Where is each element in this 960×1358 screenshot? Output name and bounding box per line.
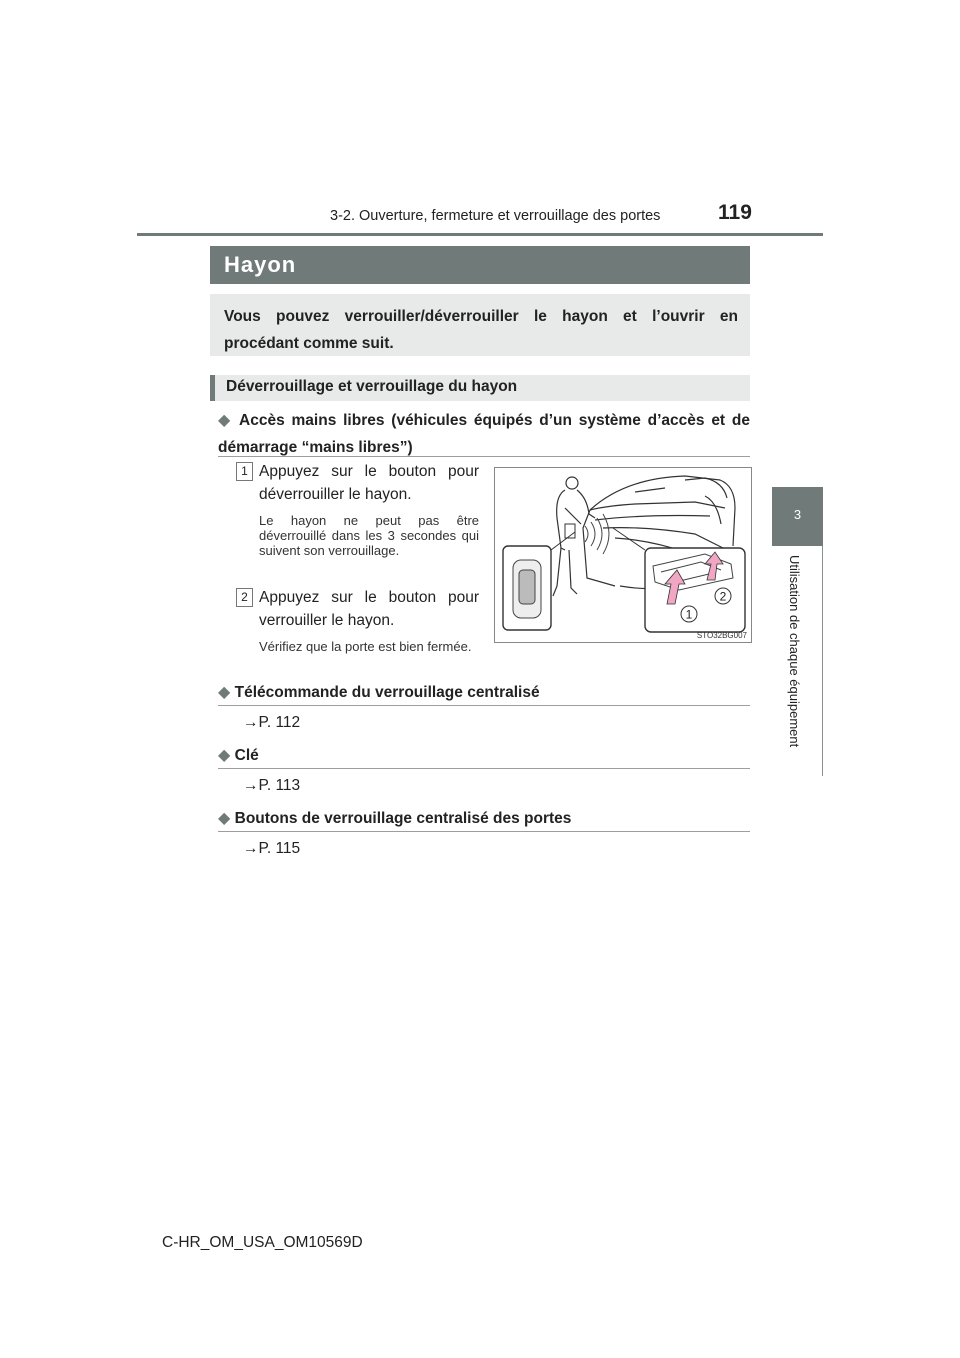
page-number: 119 [718, 201, 752, 224]
diamond-icon: ◆ [218, 747, 231, 764]
subheading-remote [218, 682, 540, 702]
arrow-icon: → [243, 777, 259, 794]
callout-2: 2 [719, 589, 727, 604]
subheading-text: Clé [234, 747, 259, 764]
intro-text: Vous pouvez verrouiller/déverrouiller le hayon et l’ouvrir en procédant comme suit. [224, 308, 738, 352]
page-reference-link[interactable]: P. 112 [258, 714, 301, 731]
page-reference [243, 840, 300, 858]
diamond-icon: ◆ [218, 412, 233, 429]
subheading-rule [218, 705, 750, 706]
subheading-smart-access [218, 407, 750, 461]
figure-code: STO32BG007 [696, 631, 747, 640]
page-title-bar [210, 246, 750, 284]
chapter-tab [772, 487, 823, 546]
subheading-text: Télécommande du verrouillage centralisé [234, 684, 540, 701]
chapter-number: 3 [793, 507, 802, 522]
section-heading-bar [210, 375, 750, 401]
document-code: C-HR_OM_USA_OM10569D [162, 1234, 363, 1251]
page-title: Hayon [224, 252, 297, 277]
page-reference-link[interactable]: P. 115 [258, 840, 301, 857]
intro-box [210, 294, 750, 356]
page-reference [243, 777, 300, 795]
tailgate-illustration-svg [495, 468, 751, 642]
subheading-rule [218, 768, 750, 769]
subheading-key [218, 745, 259, 765]
chapter-rail [822, 546, 823, 776]
step-note: Vérifiez que la porte est bien fermée. [259, 639, 472, 654]
arrow-icon: → [243, 840, 259, 857]
diamond-icon: ◆ [218, 684, 231, 701]
step-text: Appuyez sur le bouton pour déverrouiller le hayon. [259, 463, 479, 503]
page-reference [243, 714, 300, 732]
header-rule [137, 233, 823, 236]
step-note: Le hayon ne peut pas être déverrouillé dans les 3 secondes qui suivent son verrouillage. [259, 513, 479, 558]
diamond-icon: ◆ [218, 810, 231, 827]
section-heading: Déverrouillage et verrouillage du hayon [226, 378, 518, 395]
subheading-text: Accès mains libres (véhicules équipés d’un système d’accès et de démarrage “mains libres”) [218, 412, 750, 456]
subheading-text: Boutons de verrouillage centralisé des portes [234, 810, 572, 827]
tailgate-illustration [494, 467, 752, 643]
step-number-badge: 1 [236, 462, 253, 481]
step-number-badge: 2 [236, 588, 253, 607]
subheading-rule [218, 456, 750, 457]
chapter-label: Utilisation de chaque équipement [787, 555, 802, 748]
step-text: Appuyez sur le bouton pour verrouiller le hayon. [259, 589, 479, 629]
callout-1: 1 [685, 607, 693, 622]
section-accent [210, 375, 215, 401]
arrow-icon: → [243, 714, 259, 731]
subheading-rule [218, 831, 750, 832]
subheading-door-lock-switch [218, 808, 571, 828]
page-reference-link[interactable]: P. 113 [258, 777, 301, 794]
running-header-section: 3-2. Ouverture, fermeture et verrouillage des portes [330, 208, 661, 224]
